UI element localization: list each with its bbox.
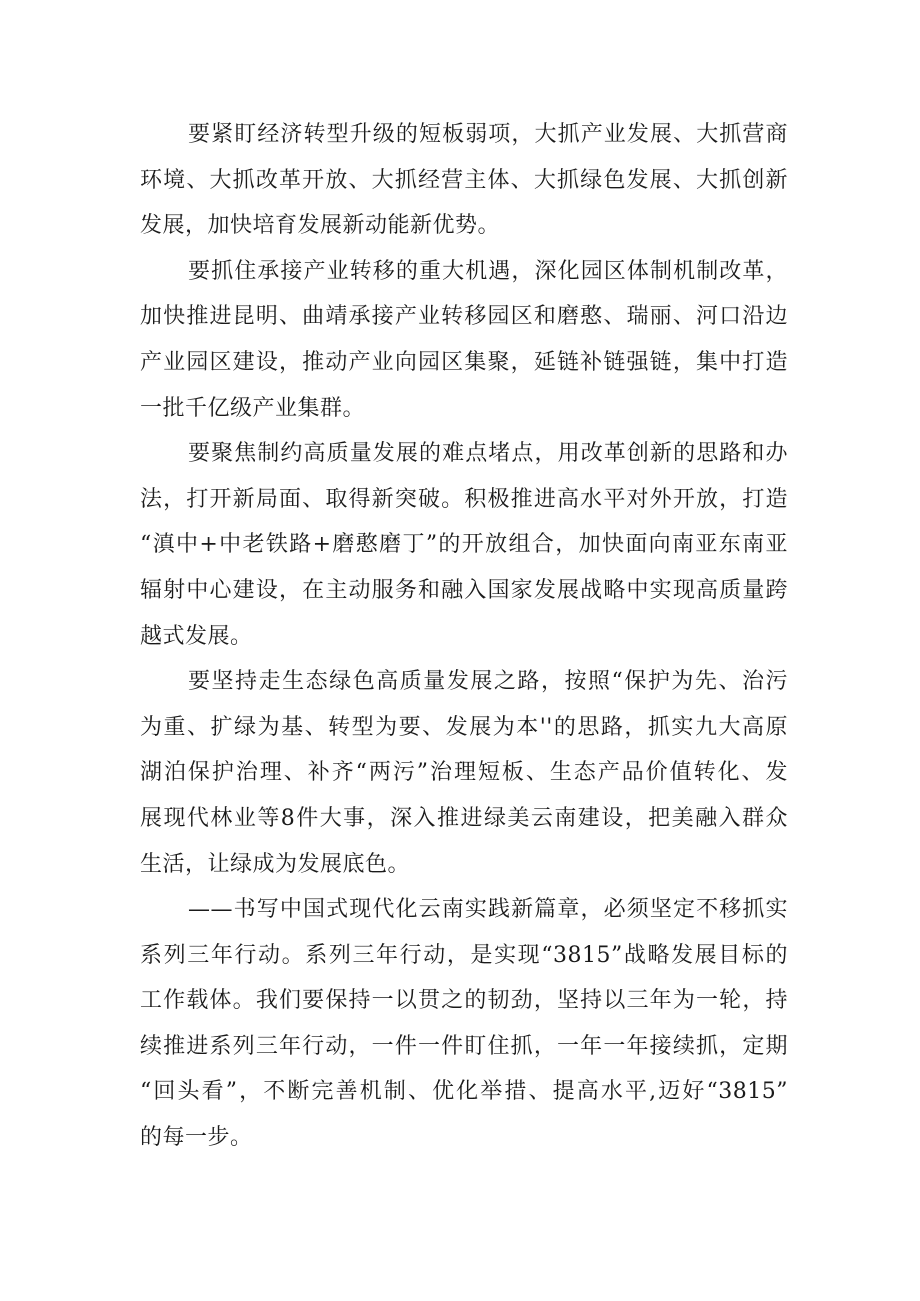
- text-line: 一批千亿级产业集群。: [140, 395, 366, 421]
- text-line: 工作载体。我们要保持一以贯之的韧劲，坚持以三年为一轮，持: [140, 988, 788, 1014]
- text-line: 要抓住承接产业转移的重大机遇，深化园区体制机制改革，: [188, 258, 788, 284]
- text-line: 要紧盯经济转型升级的短板弱项，大抓产业发展、大抓营商: [188, 122, 788, 147]
- text-line: “回头看”，不断完善机制、优化举措、提高水平,迈好“3815”: [140, 1079, 788, 1105]
- text-line: 辐射中心建设，在主动服务和融入国家发展战略中实现高质量跨: [140, 577, 788, 603]
- text-line: 产业园区建设，推动产业向园区集聚，延链补链强链，集中打造: [140, 349, 788, 375]
- text-line: 加快推进昆明、曲靖承接产业转移园区和磨憨、瑞丽、河口沿边: [140, 304, 788, 330]
- text-line: 湖泊保护治理、补齐“两污”治理短板、生态产品价值转化、发: [140, 760, 788, 786]
- text-line: 法，打开新局面、取得新突破。积极推进高水平对外开放，打造: [140, 486, 788, 512]
- text-line: 要坚持走生态绿色高质量发展之路，按照“保护为先、治污: [188, 669, 788, 695]
- text-line: 为重、扩绿为基、转型为要、发展为本''的思路，抓实九大高原: [140, 714, 788, 740]
- text-line: 续推进系列三年行动，一件一件盯住抓，一年一年接续抓，定期: [140, 1033, 788, 1059]
- paragraph-3: [140, 431, 788, 659]
- text-line: 生活，让绿成为发展底色。: [140, 851, 411, 877]
- document-body: [140, 112, 788, 1161]
- paragraph-4: [140, 659, 788, 887]
- text-line: 的每一步。: [140, 1125, 253, 1151]
- paragraph-1: [140, 112, 788, 249]
- text-line: 展现代林业等8件大事，深入推进绿美云南建设，把美融入群众: [140, 805, 788, 831]
- text-line: 系列三年行动。系列三年行动，是实现“3815”战略发展目标的: [140, 942, 788, 968]
- text-line: 要聚焦制约高质量发展的难点堵点，用改革创新的思路和办: [188, 441, 788, 467]
- text-line: 发展，加快培育发展新动能新优势。: [140, 213, 501, 239]
- text-line: “滇中+中老铁路+磨憨磨丁”的开放组合，加快面向南亚东南亚: [140, 532, 788, 558]
- paragraph-5: [140, 887, 788, 1161]
- text-line: 越式发展。: [140, 623, 253, 649]
- paragraph-2: [140, 249, 788, 431]
- text-line: ——书写中国式现代化云南实践新篇章，必须坚定不移抓实: [188, 897, 788, 923]
- text-line: 环境、大抓改革开放、大抓经营主体、大抓绿色发展、大抓创新: [140, 167, 788, 193]
